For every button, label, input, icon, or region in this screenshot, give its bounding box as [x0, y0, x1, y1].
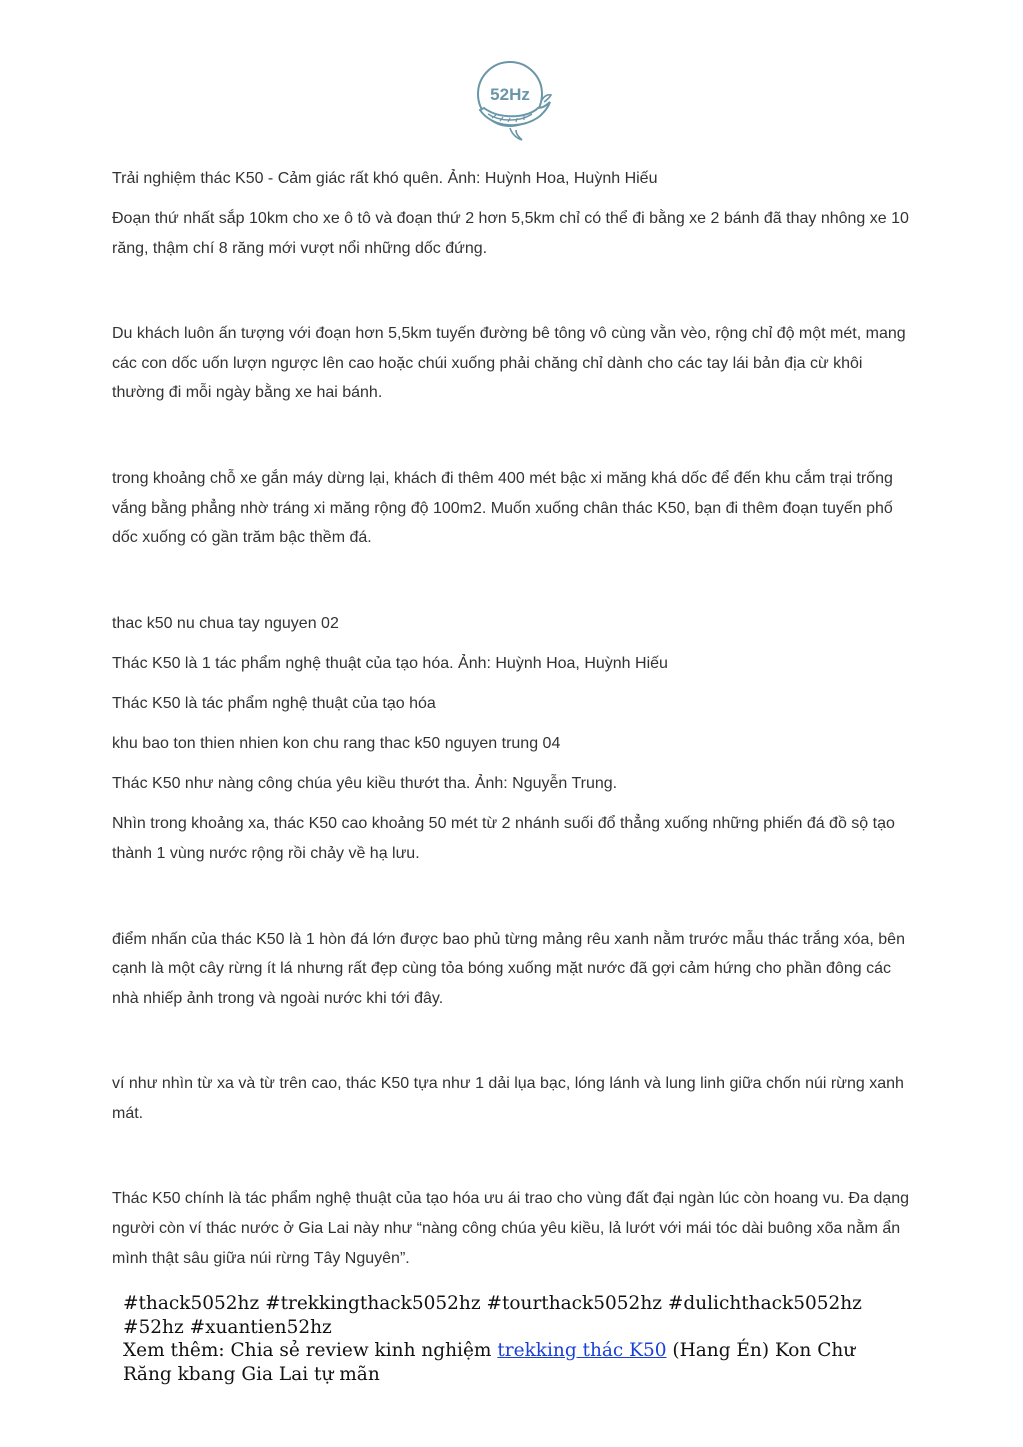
paragraph: ví như nhìn từ xa và từ trên cao, thác K50 tựa như 1 dải lụa bạc, lóng lánh và lung linh giữa chốn núi rừng xanh mát. [112, 1075, 904, 1122]
paragraph: Thác K50 chính là tác phẩm nghệ thuật của tạo hóa ưu ái trao cho vùng đất đại ngàn lúc còn hoang vu. Đa dạng người còn ví thác nước ở Gia Lai này như “nàng công chúa yêu kiều, lả lướt với mái tóc dài buông xõa nằm ẩn mình thật sâu giữa núi rừng Tây Nguyên”. [112, 1190, 910, 1267]
image-title: Thác K50 là tác phẩm nghệ thuật của tạo hóa [112, 695, 436, 713]
logo [470, 58, 554, 144]
paragraph: trong khoảng chỗ xe gắn máy dừng lại, khách đi thêm 400 mét bậc xi măng khá dốc để đến khu cắm trại trống vắng bằng phẳng nhờ tráng xi măng rộng độ 100m2. Muốn xuống chân thác K50, bạn đi thêm đoạn tuyến phố dốc xuống có gần trăm bậc thềm đá. [112, 470, 893, 547]
see-more-prefix: Xem thêm: Chia sẻ review kinh nghiệm [123, 1340, 498, 1361]
footer [123, 1292, 903, 1386]
image-alt-text: thac k50 nu chua tay nguyen 02 [112, 614, 339, 632]
trekking-link[interactable]: trekking thác K50 [497, 1340, 667, 1361]
see-more-suffix: (Hang Én) Kon Chư Răng kbang Gia Lai tự mãn [123, 1340, 856, 1385]
article-body [112, 164, 912, 1273]
hashtags: #thack5052hz #trekkingthack5052hz #tourthack5052hz #dulichthack5052hz #52hz #xuantien52hz [123, 1293, 862, 1338]
whale-logo-icon [470, 58, 554, 144]
logo-text: 52Hz [490, 85, 530, 104]
paragraph: điểm nhấn của thác K50 là 1 hòn đá lớn được bao phủ từng mảng rêu xanh nằm trước mẫu thác trắng xóa, bên cạnh là một cây rừng ít lá nhưng rất đẹp cùng tỏa bóng xuống mặt nước đã gợi cảm hứng cho phần đông các nhà nhiếp ảnh trong và ngoài nước khi tới đây. [112, 930, 905, 1007]
photo-caption: Thác K50 như nàng công chúa yêu kiều thướt tha. Ảnh: Nguyễn Trung. [112, 775, 618, 793]
see-more [123, 1339, 903, 1386]
image-alt-text: khu bao ton thien nhien kon chu rang thac k50 nguyen trung 04 [112, 735, 561, 753]
paragraph: Nhìn trong khoảng xa, thác K50 cao khoảng 50 mét từ 2 nhánh suối đổ thẳng xuống những phiến đá đồ sộ tạo thành 1 vùng nước rộng rồi chảy về hạ lưu. [112, 815, 895, 862]
photo-caption: Trải nghiệm thác K50 - Cảm giác rất khó quên. Ảnh: Huỳnh Hoa, Huỳnh Hiếu [112, 170, 658, 187]
paragraph: Du khách luôn ấn tượng với đoạn hơn 5,5km tuyến đường bê tông vô cùng vằn vèo, rộng chỉ độ một mét, mang các con dốc uốn lượn ngược lên cao hoặc chúi xuống phải chăng chỉ dành cho các tay lái bản địa cừ khôi thường đi mỗi ngày bằng xe hai bánh. [112, 325, 906, 402]
paragraph: Đoạn thứ nhất sắp 10km cho xe ô tô và đoạn thứ 2 hơn 5,5km chỉ có thể đi bằng xe 2 bánh đã thay nhông xe 10 răng, thậm chí 8 răng mới vượt nổi những dốc đứng. [112, 210, 909, 257]
photo-caption: Thác K50 là 1 tác phẩm nghệ thuật của tạo hóa. Ảnh: Huỳnh Hoa, Huỳnh Hiếu [112, 654, 668, 672]
